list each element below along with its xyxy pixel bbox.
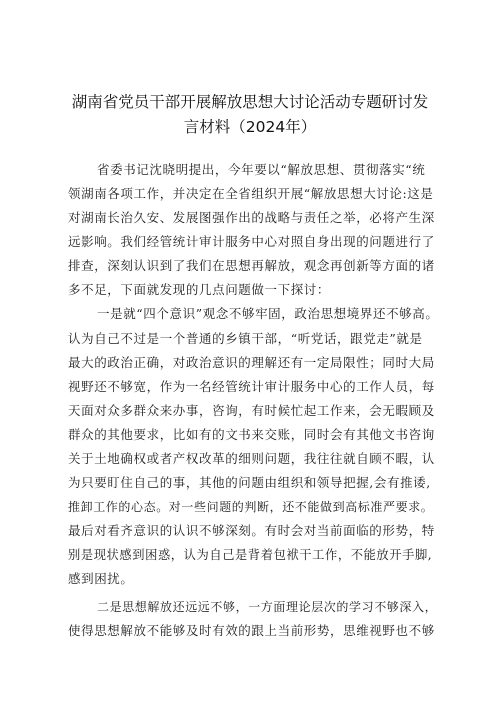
paragraph-line: 领湖南各项工作，并决定在全省组织开展“解放思想大讨论:这是 [68, 186, 434, 201]
paragraph-line: 对湖南长治久安、发展图强作出的战略与责任之举，必将产生深 [68, 210, 435, 225]
paragraph-line: 省委书记沈晓明提出，今年要以“解放思想、贯彻落实“统 [97, 162, 426, 177]
paragraph-line: 感到困扰。 [68, 571, 134, 586]
paragraph-line: 别是现状感到困惑，认为自己是背着包袱干工作，不能放开手脚, [68, 548, 433, 562]
document-title-line-1: 湖南省党员干部开展解放思想大讨论活动专题研讨发 [71, 93, 429, 111]
document-title-line-2: 言材料（2024年） [183, 118, 317, 136]
paragraph-line: 群众的其他要求，比如有的文书来交账，同时会有其他文书咨询 [68, 427, 435, 442]
paragraph-line: 认为自己不过是一个普通的乡镇干部，“听党话，跟党走”就是 [68, 331, 423, 346]
paragraph-line: 天面对众多群众来办事，咨询，有时候忙起工作来，会无暇顾及 [68, 403, 435, 418]
paragraph-line: 视野还不够宽，作为一名经管统计审计服务中心的工作人员，每 [68, 379, 435, 394]
paragraph-line: 最大的政治正确，对政治意识的理解还有一定局限性；同时大局 [68, 355, 435, 370]
paragraph-line: 远影响。我们经管统计审计服务中心对照自身出现的问题进行了 [68, 234, 435, 249]
paragraph-line: 关于土地确权或者产权改革的细则问题，我往往就自顾不暇，认 [68, 451, 435, 466]
paragraph-line: 使得思想解放不能够及时有效的跟上当前形势，思维视野也不够 [68, 623, 435, 638]
paragraph-line: 一是就“四个意识”观念不够牢固，政治思想境界还不够高。 [97, 306, 439, 321]
paragraph-line: 多不足，下面就发现的几点问题做一下探讨： [68, 282, 331, 297]
paragraph-line: 最后对看齐意识的认识不够深刻。有时会对当前面临的形势，特 [68, 523, 435, 538]
paragraph-line: 二是思想解放还远远不够，一方面理论层次的学习不够深入， [97, 600, 438, 614]
paragraph-line: 推卸工作的心态。对一些问题的判断，还不能做到高标准严要求。 [68, 500, 434, 514]
paragraph-line: 为只要盯住自己的事，其他的问题由组织和领导把握,会有推诿, [68, 475, 431, 490]
paragraph-line: 排查，深刻认识到了我们在思想再解放，观念再创新等方面的诸 [68, 258, 435, 273]
